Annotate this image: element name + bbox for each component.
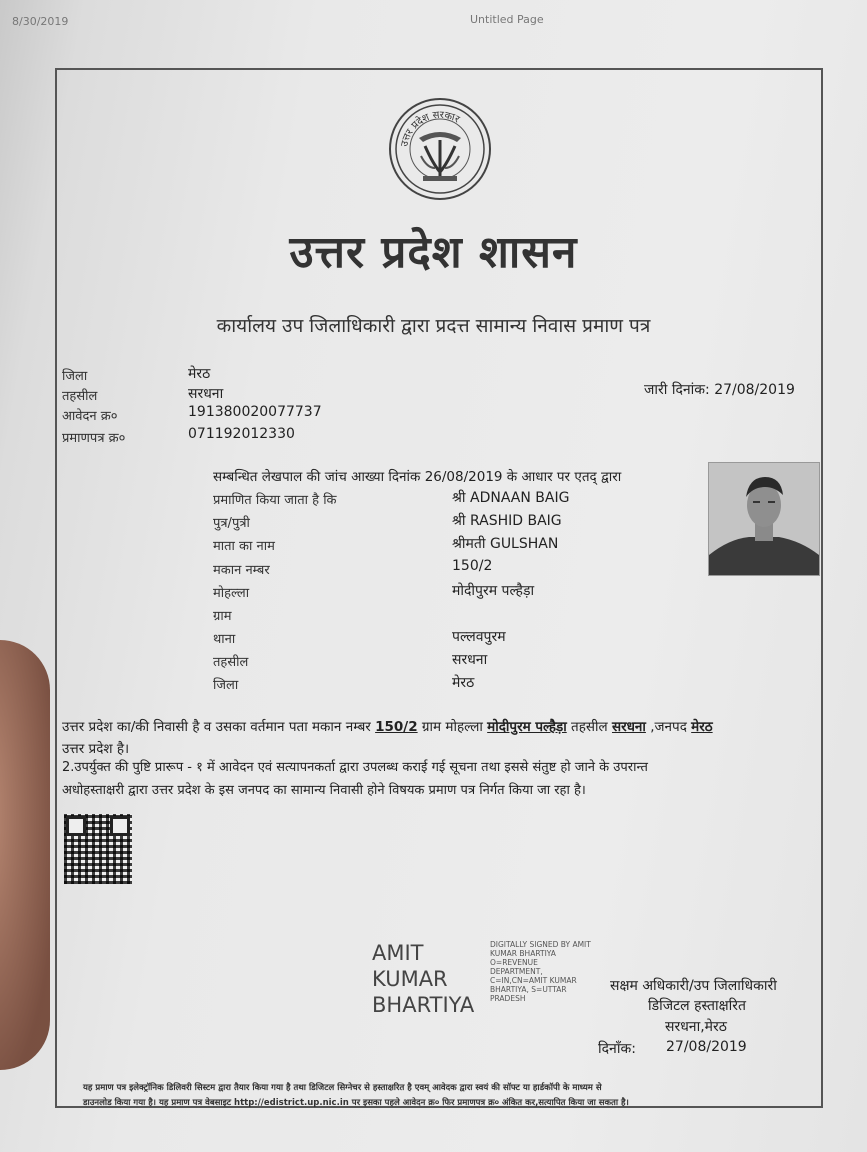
application-label: आवेदन क्र०: [62, 409, 118, 424]
statement-district: मेरठ: [691, 719, 713, 735]
signature-date-label: दिनाँक:: [598, 1041, 636, 1057]
authority-title: सक्षम अधिकारी/उप जिलाधिकारी: [610, 978, 777, 994]
statement-line-2: उत्तर प्रदेश है।: [62, 741, 130, 757]
mohalla-value: मोदीपुरम पल्हैड़ा: [452, 583, 535, 599]
tehsil-detail-value: सरधना: [452, 652, 488, 668]
detail-label: जिला: [213, 678, 239, 693]
digitally-signed-hindi: डिजिटल हस्ताक्षरित: [648, 998, 746, 1014]
detail-label: ग्राम: [213, 609, 232, 624]
applicant-photo: [708, 462, 820, 576]
details-intro: सम्बन्धित लेखपाल की जांच आख्या दिनांक 26/08/2019 के आधार पर एतद् द्वारा: [213, 469, 622, 485]
police-station-value: पल्लवपुरम: [452, 629, 506, 645]
footer-line-1: यह प्रमाण पत्र इलेक्ट्रॉनिक डिलिवरी सिस्टम द्वारा तैयार किया गया है तथा डिजिटल सिग्नेचर से हस्ताक्षरित है एवम् आवेदक द्वारा स्वयं की सॉफ्ट या हार्डकॉपी के माध्यम से: [83, 1083, 602, 1093]
district-label: जिला: [62, 369, 88, 384]
statement-text: ग्राम मोहल्ला: [421, 719, 483, 735]
detail-label: माता का नाम: [213, 539, 275, 554]
digital-signature-line: DEPARTMENT,: [490, 967, 543, 976]
statement-line-1: [62, 717, 713, 735]
print-date: 8/30/2019: [12, 15, 69, 28]
tehsil-label: तहसील: [62, 389, 98, 404]
detail-label: थाना: [213, 632, 236, 647]
digital-signature-line: KUMAR BHARTIYA: [490, 949, 556, 958]
digital-signature-line: C=IN,CN=AMIT KUMAR: [490, 976, 577, 985]
statement-text: तहसील: [571, 719, 608, 735]
application-number: 191380020077737: [188, 404, 322, 420]
applicant-name: श्री ADNAAN BAIG: [452, 490, 570, 506]
emblem-text: उत्तर प्रदेश सरकार: [399, 109, 462, 148]
qr-code: [64, 814, 132, 884]
issue-date: जारी दिनांक: 27/08/2019: [644, 382, 795, 398]
statement-mohalla: मोदीपुरम पल्हैड़ा: [487, 719, 567, 735]
digital-signature-line: DIGITALLY SIGNED BY AMIT: [490, 940, 591, 949]
detail-label: मोहल्ला: [213, 586, 250, 601]
statement-para-2-line-1: 2.उपर्युक्त की पुष्टि प्रारूप - १ में आवेदन एवं सत्यापनकर्ता द्वारा उपलब्ध कराई गई सूचना तथा इससे संतुष्ट हो जाने के उपरान्त: [62, 760, 648, 775]
district-value: मेरठ: [188, 366, 211, 382]
statement-text: उत्तर प्रदेश का/की निवासी है व उसका वर्तमान पता मकान नम्बर: [62, 719, 371, 735]
certificate-label: प्रमाणपत्र क्र०: [62, 431, 126, 446]
mother-name: श्रीमती GULSHAN: [452, 536, 559, 552]
svg-text:उत्तर प्रदेश सरकार: [399, 110, 462, 148]
statement-tehsil: सरधना: [611, 719, 646, 735]
signer-name-1: AMIT: [372, 941, 424, 965]
detail-label: प्रमाणित किया जाता है कि: [213, 493, 337, 508]
digital-signature-line: PRADESH: [490, 994, 526, 1003]
statement-text: ,जनपद: [650, 719, 687, 735]
digital-signature-line: BHARTIYA, S=UTTAR: [490, 985, 567, 994]
footer-line-2: डाउनलोड किया गया है। यह प्रमाण पत्र वेबसाइट http://edistrict.up.nic.in पर इसका पहले आवेदन क्र० फिर प्रमाणपत्र क्र० अंकित कर,सत्यापित किया जा सकता है।: [83, 1098, 629, 1108]
detail-label: तहसील: [213, 655, 249, 670]
house-number: 150/2: [452, 558, 493, 574]
digital-signature-block: [490, 940, 591, 1003]
certificate-number: 071192012330: [188, 426, 295, 442]
up-emblem-logo: [385, 96, 495, 202]
detail-label: मकान नम्बर: [213, 563, 270, 578]
statement-house: 150/2: [375, 719, 418, 735]
signer-name-2: KUMAR: [372, 967, 448, 991]
digital-signature-line: O=REVENUE: [490, 958, 538, 967]
hand-shadow: [0, 640, 50, 1070]
print-title: Untitled Page: [470, 13, 544, 26]
detail-label: पुत्र/पुत्री: [213, 516, 250, 531]
statement-para-2-line-2: अधोहस्ताक्षरी द्वारा उत्तर प्रदेश के इस जनपद का सामान्य निवासी होने विषयक प्रमाण पत्र निर्गत किया जा रहा है।: [62, 783, 586, 798]
district-detail-value: मेरठ: [452, 675, 475, 691]
page-title: उत्तर प्रदेश शासन: [289, 227, 578, 278]
father-name: श्री RASHID BAIG: [452, 513, 562, 529]
certificate-subtitle: कार्यालय उप जिलाधिकारी द्वारा प्रदत्त सामान्य निवास प्रमाण पत्र: [216, 315, 651, 337]
signature-date: 27/08/2019: [666, 1039, 747, 1055]
signer-name-3: BHARTIYA: [372, 993, 475, 1017]
tehsil-value: सरधना: [188, 386, 224, 402]
authority-location: सरधना,मेरठ: [665, 1019, 727, 1035]
